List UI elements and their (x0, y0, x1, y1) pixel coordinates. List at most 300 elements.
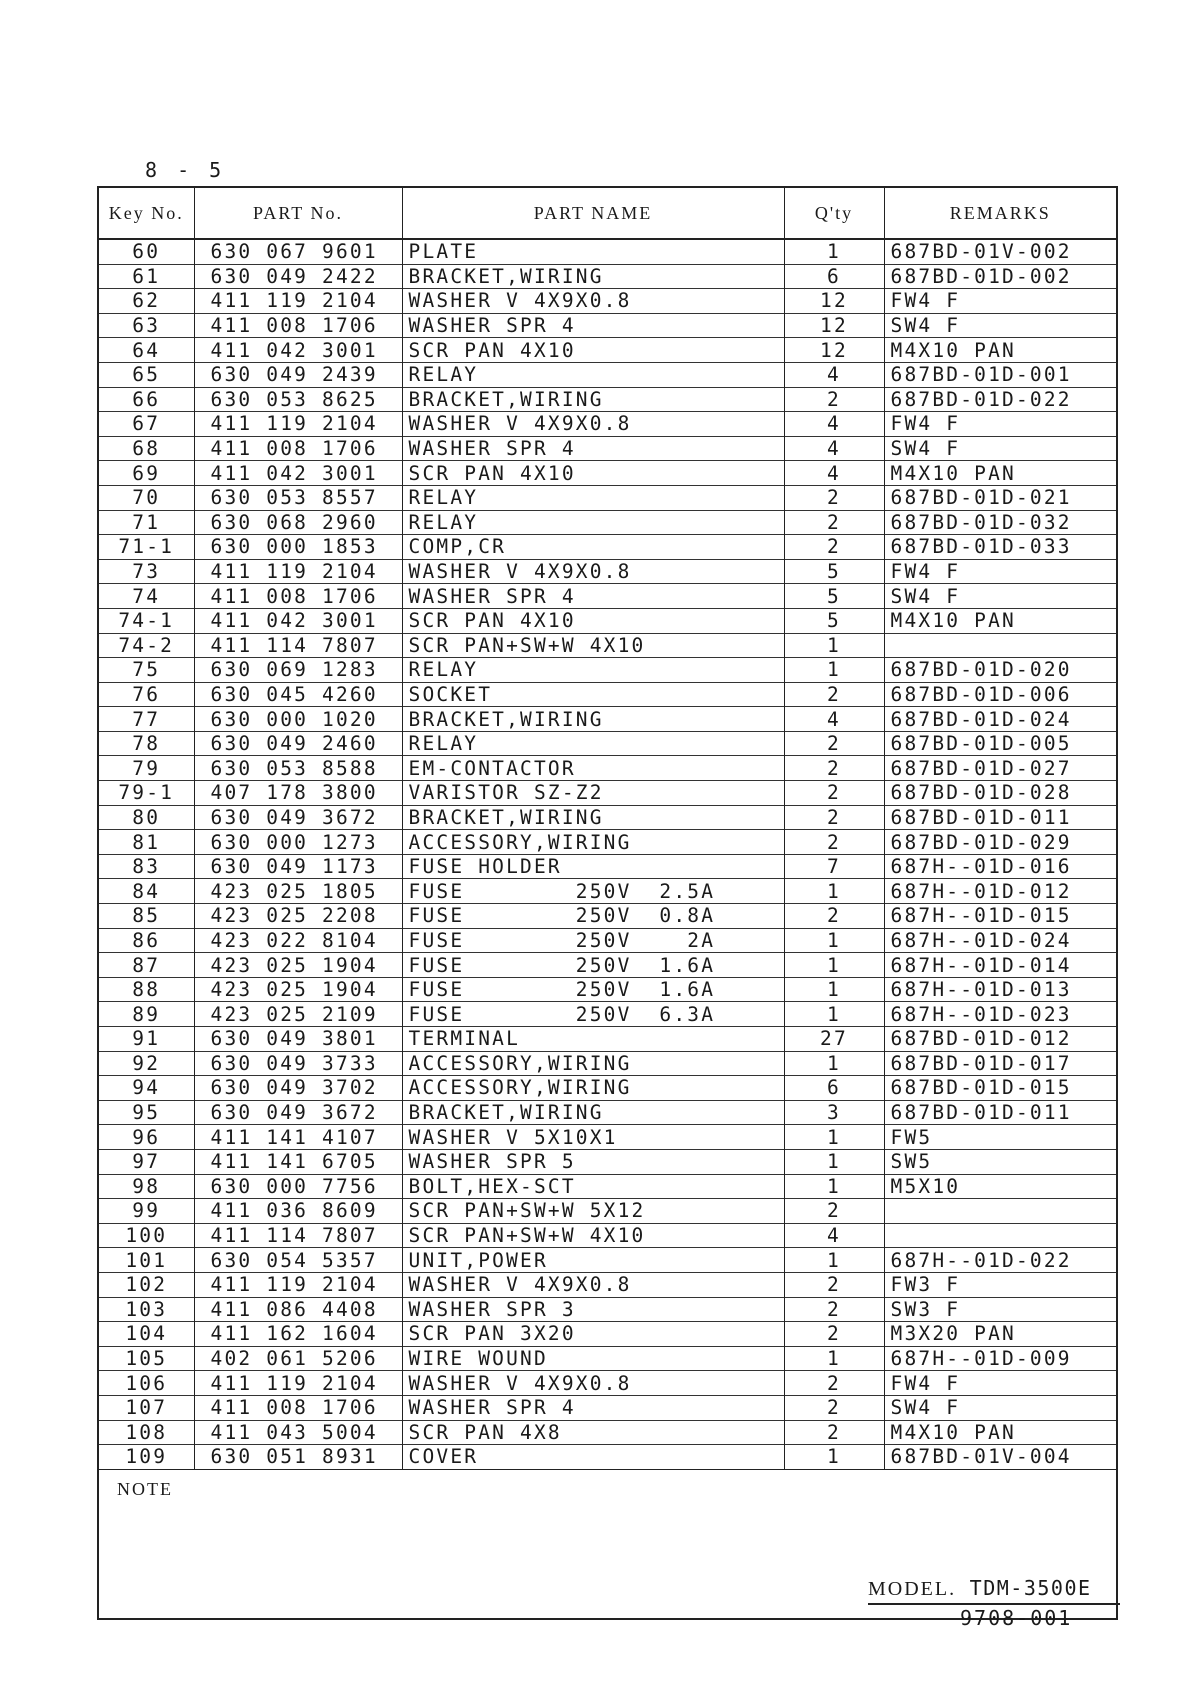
table-row (98, 485, 1117, 510)
qty-cell: 1 (784, 1445, 884, 1470)
key-cell: 81 (98, 830, 194, 855)
key-cell: 95 (98, 1100, 194, 1125)
part-number-cell: 630 069 1283 (194, 658, 402, 683)
key-cell: 100 (98, 1223, 194, 1248)
key-cell: 88 (98, 977, 194, 1002)
part-name-cell: WASHER SPR 4 (402, 436, 784, 461)
qty-cell: 1 (784, 953, 884, 978)
part-number-cell: 630 053 8588 (194, 756, 402, 781)
key-cell: 83 (98, 854, 194, 879)
remarks-cell: M4X10 PAN (884, 338, 1117, 363)
remarks-cell: FW4 F (884, 412, 1117, 437)
part-number-cell: 423 025 2208 (194, 904, 402, 929)
part-number-cell: 411 042 3001 (194, 461, 402, 486)
key-cell: 77 (98, 707, 194, 732)
part-name-cell: SCR PAN+SW+W 5X12 (402, 1199, 784, 1224)
part-name-cell: SOCKET (402, 682, 784, 707)
part-number-cell: 630 000 7756 (194, 1174, 402, 1199)
table-row (98, 289, 1117, 314)
key-cell: 94 (98, 1076, 194, 1101)
qty-cell: 1 (784, 633, 884, 658)
part-name-cell: SCR PAN+SW+W 4X10 (402, 1223, 784, 1248)
remarks-cell: 687H--01D-016 (884, 854, 1117, 879)
qty-cell: 2 (784, 830, 884, 855)
table-row (98, 1248, 1117, 1273)
qty-cell: 4 (784, 362, 884, 387)
table-row (98, 1395, 1117, 1420)
key-cell: 98 (98, 1174, 194, 1199)
key-cell: 68 (98, 436, 194, 461)
key-cell: 97 (98, 1149, 194, 1174)
key-cell: 74-2 (98, 633, 194, 658)
qty-cell: 2 (784, 1297, 884, 1322)
part-name-cell: FUSE 250V 1.6A (402, 953, 784, 978)
remarks-cell: 687BD-01D-012 (884, 1027, 1117, 1052)
remarks-cell: 687H--01D-022 (884, 1248, 1117, 1273)
part-name-cell: VARISTOR SZ-Z2 (402, 781, 784, 806)
table-row (98, 1371, 1117, 1396)
qty-cell: 1 (784, 928, 884, 953)
table-row (98, 1272, 1117, 1297)
part-name-cell: SCR PAN 4X10 (402, 461, 784, 486)
remarks-cell: M4X10 PAN (884, 1420, 1117, 1445)
part-number-cell: 411 042 3001 (194, 338, 402, 363)
remarks-cell: 687BD-01D-029 (884, 830, 1117, 855)
table-row (98, 436, 1117, 461)
part-name-cell: ACCESSORY,WIRING (402, 1076, 784, 1101)
remarks-cell: M4X10 PAN (884, 608, 1117, 633)
qty-cell: 2 (784, 904, 884, 929)
parts-rows (98, 239, 1117, 1469)
qty-cell: 2 (784, 682, 884, 707)
qty-cell: 12 (784, 313, 884, 338)
part-name-cell: WASHER V 4X9X0.8 (402, 559, 784, 584)
qty-cell: 2 (784, 1395, 884, 1420)
part-number-cell: 630 049 2460 (194, 731, 402, 756)
remarks-cell: 687BD-01D-006 (884, 682, 1117, 707)
qty-cell: 1 (784, 879, 884, 904)
qty-cell: 2 (784, 1272, 884, 1297)
table-row (98, 412, 1117, 437)
part-name-cell: FUSE 250V 2A (402, 928, 784, 953)
remarks-cell: M5X10 (884, 1174, 1117, 1199)
key-cell: 101 (98, 1248, 194, 1273)
part-name-cell: BRACKET,WIRING (402, 707, 784, 732)
part-number-cell: 411 008 1706 (194, 436, 402, 461)
part-number-cell: 630 067 9601 (194, 239, 402, 264)
key-cell: 67 (98, 412, 194, 437)
part-name-cell: SCR PAN+SW+W 4X10 (402, 633, 784, 658)
part-number-cell: 411 008 1706 (194, 313, 402, 338)
header-part-no: PART No. (194, 187, 402, 239)
part-name-cell: SCR PAN 4X10 (402, 608, 784, 633)
table-row (98, 830, 1117, 855)
key-cell: 75 (98, 658, 194, 683)
table-row (98, 461, 1117, 486)
part-name-cell: RELAY (402, 658, 784, 683)
part-number-cell: 630 049 3801 (194, 1027, 402, 1052)
part-name-cell: WASHER V 5X10X1 (402, 1125, 784, 1150)
table-row (98, 1223, 1117, 1248)
part-name-cell: RELAY (402, 510, 784, 535)
table-row (98, 1322, 1117, 1347)
qty-cell: 2 (784, 756, 884, 781)
table-row (98, 1297, 1117, 1322)
key-cell: 87 (98, 953, 194, 978)
part-name-cell: ACCESSORY,WIRING (402, 1051, 784, 1076)
table-row (98, 1125, 1117, 1150)
remarks-cell: SW4 F (884, 584, 1117, 609)
part-number-cell: 411 119 2104 (194, 289, 402, 314)
part-number-cell: 630 000 1273 (194, 830, 402, 855)
key-cell: 104 (98, 1322, 194, 1347)
part-number-cell: 411 114 7807 (194, 1223, 402, 1248)
part-number-cell: 407 178 3800 (194, 781, 402, 806)
part-number-cell: 630 049 3702 (194, 1076, 402, 1101)
document-number: 9708-001 (960, 1606, 1073, 1630)
part-number-cell: 423 022 8104 (194, 928, 402, 953)
part-number-cell: 411 086 4408 (194, 1297, 402, 1322)
remarks-cell: 687BD-01V-002 (884, 239, 1117, 264)
table-row (98, 1174, 1117, 1199)
qty-cell: 5 (784, 584, 884, 609)
table-row (98, 535, 1117, 560)
remarks-cell: 687BD-01D-024 (884, 707, 1117, 732)
part-number-cell: 411 042 3001 (194, 608, 402, 633)
header-row (98, 187, 1117, 239)
key-cell: 78 (98, 731, 194, 756)
key-cell: 84 (98, 879, 194, 904)
remarks-cell: 687H--01D-012 (884, 879, 1117, 904)
part-name-cell: ACCESSORY,WIRING (402, 830, 784, 855)
part-number-cell: 411 008 1706 (194, 584, 402, 609)
part-number-cell: 411 036 8609 (194, 1199, 402, 1224)
remarks-cell: SW4 F (884, 313, 1117, 338)
key-cell: 102 (98, 1272, 194, 1297)
key-cell: 71-1 (98, 535, 194, 560)
remarks-cell: 687BD-01D-032 (884, 510, 1117, 535)
part-number-cell: 630 049 3733 (194, 1051, 402, 1076)
header-key-no: Key No. (98, 187, 194, 239)
table-row (98, 1002, 1117, 1027)
part-name-cell: FUSE 250V 0.8A (402, 904, 784, 929)
qty-cell: 1 (784, 1002, 884, 1027)
table-row (98, 313, 1117, 338)
qty-cell: 6 (784, 1076, 884, 1101)
part-name-cell: FUSE 250V 6.3A (402, 1002, 784, 1027)
remarks-cell: SW4 F (884, 436, 1117, 461)
table-row (98, 608, 1117, 633)
table-row (98, 338, 1117, 363)
qty-cell: 2 (784, 731, 884, 756)
table-row (98, 707, 1117, 732)
part-name-cell: WASHER SPR 3 (402, 1297, 784, 1322)
part-number-cell: 630 045 4260 (194, 682, 402, 707)
part-number-cell: 630 049 3672 (194, 1100, 402, 1125)
remarks-cell: SW3 F (884, 1297, 1117, 1322)
part-name-cell: WASHER SPR 4 (402, 584, 784, 609)
qty-cell: 7 (784, 854, 884, 879)
part-name-cell: RELAY (402, 485, 784, 510)
qty-cell: 1 (784, 1346, 884, 1371)
part-number-cell: 630 000 1853 (194, 535, 402, 560)
table-row (98, 1420, 1117, 1445)
part-number-cell: 411 119 2104 (194, 1371, 402, 1396)
qty-cell: 27 (784, 1027, 884, 1052)
qty-cell: 4 (784, 1223, 884, 1248)
key-cell: 80 (98, 805, 194, 830)
part-name-cell: EM-CONTACTOR (402, 756, 784, 781)
part-name-cell: COVER (402, 1445, 784, 1470)
table-row (98, 977, 1117, 1002)
remarks-cell: 687BD-01D-027 (884, 756, 1117, 781)
key-cell: 70 (98, 485, 194, 510)
part-name-cell: BRACKET,WIRING (402, 805, 784, 830)
remarks-cell: M4X10 PAN (884, 461, 1117, 486)
part-name-cell: WASHER SPR 4 (402, 1395, 784, 1420)
part-name-cell: RELAY (402, 731, 784, 756)
header-remarks: REMARKS (884, 187, 1117, 239)
model-label: MODEL. (868, 1578, 957, 1600)
qty-cell: 12 (784, 338, 884, 363)
key-cell: 61 (98, 264, 194, 289)
remarks-cell: 687BD-01V-004 (884, 1445, 1117, 1470)
part-number-cell: 411 119 2104 (194, 1272, 402, 1297)
qty-cell: 4 (784, 461, 884, 486)
remarks-cell (884, 1199, 1117, 1224)
remarks-cell: FW5 (884, 1125, 1117, 1150)
table-row (98, 1346, 1117, 1371)
part-number-cell: 630 054 5357 (194, 1248, 402, 1273)
remarks-cell: 687BD-01D-033 (884, 535, 1117, 560)
key-cell: 76 (98, 682, 194, 707)
remarks-cell: SW4 F (884, 1395, 1117, 1420)
qty-cell: 1 (784, 658, 884, 683)
qty-cell: 1 (784, 1248, 884, 1273)
table-row (98, 510, 1117, 535)
part-number-cell: 630 068 2960 (194, 510, 402, 535)
part-name-cell: WASHER V 4X9X0.8 (402, 1371, 784, 1396)
part-number-cell: 423 025 2109 (194, 1002, 402, 1027)
parts-list-table (97, 186, 1118, 1620)
part-number-cell: 411 162 1604 (194, 1322, 402, 1347)
part-name-cell: COMP,CR (402, 535, 784, 560)
header-qty: Q'ty (784, 187, 884, 239)
key-cell: 86 (98, 928, 194, 953)
remarks-cell: 687BD-01D-011 (884, 1100, 1117, 1125)
table-row (98, 387, 1117, 412)
table-row (98, 584, 1117, 609)
part-name-cell: BOLT,HEX-SCT (402, 1174, 784, 1199)
part-name-cell: WASHER SPR 5 (402, 1149, 784, 1174)
qty-cell: 2 (784, 485, 884, 510)
part-name-cell: WASHER SPR 4 (402, 313, 784, 338)
part-name-cell: SCR PAN 3X20 (402, 1322, 784, 1347)
qty-cell: 2 (784, 805, 884, 830)
part-name-cell: WASHER V 4X9X0.8 (402, 289, 784, 314)
part-number-cell: 411 119 2104 (194, 412, 402, 437)
part-name-cell: SCR PAN 4X8 (402, 1420, 784, 1445)
table-row (98, 1027, 1117, 1052)
key-cell: 60 (98, 239, 194, 264)
remarks-cell: 687H--01D-009 (884, 1346, 1117, 1371)
qty-cell: 2 (784, 535, 884, 560)
table-row (98, 781, 1117, 806)
remarks-cell (884, 633, 1117, 658)
remarks-cell: FW4 F (884, 559, 1117, 584)
part-name-cell: RELAY (402, 362, 784, 387)
remarks-cell: 687BD-01D-021 (884, 485, 1117, 510)
key-cell: 62 (98, 289, 194, 314)
part-name-cell: FUSE 250V 1.6A (402, 977, 784, 1002)
remarks-cell: 687BD-01D-017 (884, 1051, 1117, 1076)
table-row (98, 1051, 1117, 1076)
part-number-cell: 630 000 1020 (194, 707, 402, 732)
part-number-cell: 630 049 1173 (194, 854, 402, 879)
key-cell: 64 (98, 338, 194, 363)
part-name-cell: TERMINAL (402, 1027, 784, 1052)
table-row (98, 239, 1117, 264)
part-number-cell: 630 049 3672 (194, 805, 402, 830)
qty-cell: 2 (784, 510, 884, 535)
qty-cell: 1 (784, 239, 884, 264)
qty-cell: 4 (784, 436, 884, 461)
qty-cell: 1 (784, 1174, 884, 1199)
part-name-cell: PLATE (402, 239, 784, 264)
part-number-cell: 411 141 6705 (194, 1149, 402, 1174)
key-cell: 91 (98, 1027, 194, 1052)
qty-cell: 3 (784, 1100, 884, 1125)
key-cell: 85 (98, 904, 194, 929)
part-number-cell: 630 053 8625 (194, 387, 402, 412)
table-row (98, 904, 1117, 929)
table-row (98, 264, 1117, 289)
qty-cell: 1 (784, 1051, 884, 1076)
remarks-cell: FW4 F (884, 1371, 1117, 1396)
key-cell: 66 (98, 387, 194, 412)
key-cell: 105 (98, 1346, 194, 1371)
qty-cell: 2 (784, 387, 884, 412)
qty-cell: 1 (784, 1125, 884, 1150)
part-name-cell: WASHER V 4X9X0.8 (402, 412, 784, 437)
remarks-cell: 687BD-01D-002 (884, 264, 1117, 289)
table-row (98, 854, 1117, 879)
qty-cell: 4 (784, 412, 884, 437)
key-cell: 92 (98, 1051, 194, 1076)
part-name-cell: UNIT,POWER (402, 1248, 784, 1273)
part-number-cell: 423 025 1904 (194, 953, 402, 978)
part-name-cell: WIRE WOUND (402, 1346, 784, 1371)
part-name-cell: BRACKET,WIRING (402, 387, 784, 412)
part-name-cell: FUSE 250V 2.5A (402, 879, 784, 904)
key-cell: 74 (98, 584, 194, 609)
key-cell: 79-1 (98, 781, 194, 806)
part-name-cell: SCR PAN 4X10 (402, 338, 784, 363)
remarks-cell: 687BD-01D-020 (884, 658, 1117, 683)
key-cell: 109 (98, 1445, 194, 1470)
part-number-cell: 402 061 5206 (194, 1346, 402, 1371)
remarks-cell: 687H--01D-024 (884, 928, 1117, 953)
table-row (98, 362, 1117, 387)
table-row (98, 953, 1117, 978)
table-row (98, 682, 1117, 707)
part-name-cell: BRACKET,WIRING (402, 1100, 784, 1125)
table-row (98, 928, 1117, 953)
key-cell: 74-1 (98, 608, 194, 633)
qty-cell: 2 (784, 1322, 884, 1347)
remarks-cell: 687BD-01D-001 (884, 362, 1117, 387)
remarks-cell: M3X20 PAN (884, 1322, 1117, 1347)
part-number-cell: 630 053 8557 (194, 485, 402, 510)
table-row (98, 1445, 1117, 1470)
table-row (98, 1199, 1117, 1224)
table-row (98, 1149, 1117, 1174)
remarks-cell: 687H--01D-013 (884, 977, 1117, 1002)
key-cell: 63 (98, 313, 194, 338)
remarks-cell: 687BD-01D-015 (884, 1076, 1117, 1101)
table-row (98, 633, 1117, 658)
qty-cell: 2 (784, 1420, 884, 1445)
qty-cell: 12 (784, 289, 884, 314)
remarks-cell: 687BD-01D-005 (884, 731, 1117, 756)
key-cell: 103 (98, 1297, 194, 1322)
key-cell: 96 (98, 1125, 194, 1150)
key-cell: 108 (98, 1420, 194, 1445)
key-cell: 73 (98, 559, 194, 584)
table-row (98, 731, 1117, 756)
qty-cell: 4 (784, 707, 884, 732)
part-number-cell: 411 119 2104 (194, 559, 402, 584)
remarks-cell: 687H--01D-015 (884, 904, 1117, 929)
qty-cell: 2 (784, 781, 884, 806)
qty-cell: 1 (784, 977, 884, 1002)
qty-cell: 5 (784, 559, 884, 584)
key-cell: 106 (98, 1371, 194, 1396)
remarks-cell: 687BD-01D-028 (884, 781, 1117, 806)
qty-cell: 1 (784, 1149, 884, 1174)
qty-cell: 2 (784, 1199, 884, 1224)
part-name-cell: BRACKET,WIRING (402, 264, 784, 289)
key-cell: 71 (98, 510, 194, 535)
remarks-cell: 687BD-01D-022 (884, 387, 1117, 412)
remarks-cell: 687H--01D-023 (884, 1002, 1117, 1027)
page-number: 8 - 5 (145, 158, 226, 182)
remarks-cell: FW4 F (884, 289, 1117, 314)
table-row (98, 1076, 1117, 1101)
table-row (98, 658, 1117, 683)
key-cell: 107 (98, 1395, 194, 1420)
key-cell: 79 (98, 756, 194, 781)
qty-cell: 2 (784, 1371, 884, 1396)
key-cell: 89 (98, 1002, 194, 1027)
table-row (98, 879, 1117, 904)
qty-cell: 6 (784, 264, 884, 289)
part-number-cell: 423 025 1805 (194, 879, 402, 904)
part-number-cell: 411 043 5004 (194, 1420, 402, 1445)
key-cell: 99 (98, 1199, 194, 1224)
remarks-cell: 687BD-01D-011 (884, 805, 1117, 830)
part-number-cell: 411 114 7807 (194, 633, 402, 658)
key-cell: 69 (98, 461, 194, 486)
table-row (98, 1100, 1117, 1125)
table-row (98, 756, 1117, 781)
part-number-cell: 630 049 2422 (194, 264, 402, 289)
table-row (98, 559, 1117, 584)
part-number-cell: 630 049 2439 (194, 362, 402, 387)
remarks-cell (884, 1223, 1117, 1248)
key-cell: 65 (98, 362, 194, 387)
remarks-cell: FW3 F (884, 1272, 1117, 1297)
